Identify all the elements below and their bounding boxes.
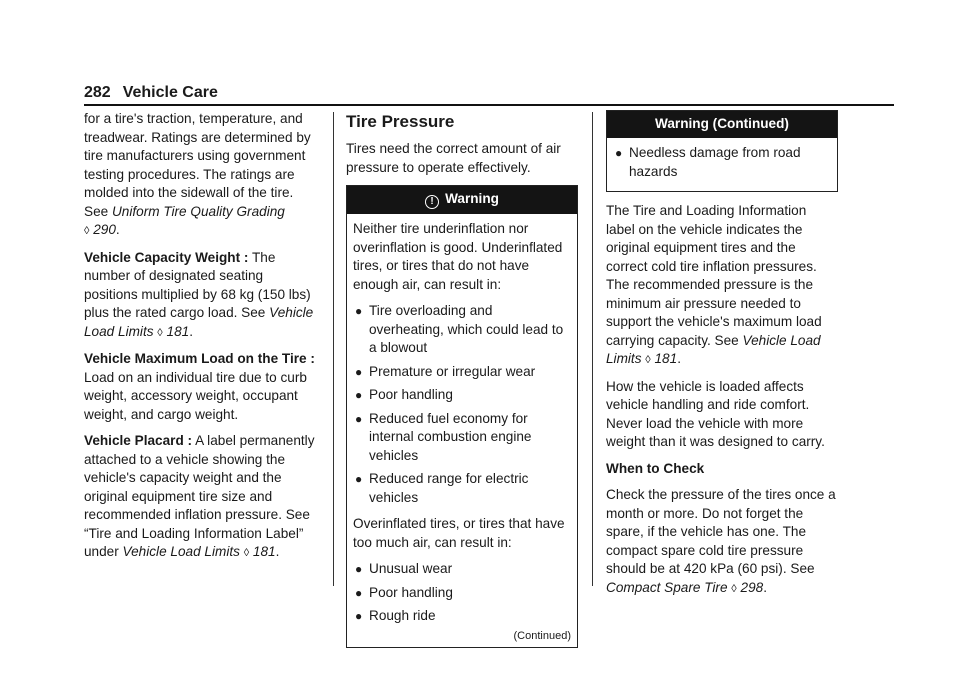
section-title: Vehicle Care bbox=[122, 84, 218, 101]
list-item: ● Rough ride bbox=[353, 607, 571, 626]
warning-header: ! Warning bbox=[347, 186, 577, 214]
warning-list bbox=[353, 302, 571, 507]
bullet-icon: ● bbox=[355, 472, 363, 486]
xref-link[interactable]: Vehicle Load Limits bbox=[606, 332, 821, 366]
paragraph-check: Check the pressure of the tires once a month or more. Do not forget the spare, if the vehicle has one. The compact spare cold tire pressure should be at 420 kPa (60 psi). See Compact Spare Tire ◊ 298. bbox=[606, 487, 836, 595]
term: Vehicle Capacity Weight : bbox=[84, 249, 249, 265]
bullet-icon: ● bbox=[355, 411, 363, 426]
xref-link[interactable]: Vehicle Load Limits bbox=[84, 305, 314, 339]
page-ref-icon: ◊ bbox=[243, 547, 250, 559]
section-heading: Tire Pressure bbox=[346, 112, 455, 131]
continued-label: (Continued) bbox=[513, 629, 571, 642]
list-item: ● Reduced fuel economy for internal combustion engine vehicles bbox=[355, 410, 532, 463]
header-rule bbox=[84, 104, 894, 106]
column-1 bbox=[84, 110, 316, 571]
bullet-icon: ● bbox=[615, 146, 623, 160]
list-item: ● Poor handling bbox=[353, 584, 571, 603]
xref-page[interactable]: 181 bbox=[654, 351, 678, 366]
definition-vehicle-placard: Vehicle Placard : A label permanently attached to a vehicle showing the vehicle's capacity weight and the original equipment tire size and recommended inflation pressure. See “Tire and Loading Information Label” under Vehicle Load Limits ◊ 181. bbox=[84, 433, 315, 559]
term: Vehicle Maximum Load on the Tire : bbox=[84, 351, 315, 366]
warning-box-continued bbox=[606, 110, 838, 192]
xref-link[interactable]: Uniform Tire Quality Grading bbox=[111, 203, 285, 219]
list-item: ● Tire overloading and overheating, which could lead to a blowout bbox=[355, 303, 564, 355]
warning-icon: ! bbox=[425, 195, 439, 209]
warning-list bbox=[613, 144, 831, 181]
warning-text: Neither tire underinflation nor overinflation is good. Underinflated tires, or tires that do not have enough air, can result in: bbox=[353, 221, 563, 292]
list-item: ● Poor handling bbox=[353, 386, 571, 405]
bullet-icon: ● bbox=[355, 609, 363, 623]
xref-page[interactable]: 181 bbox=[252, 544, 276, 559]
warning-header: Warning (Continued) bbox=[607, 111, 837, 138]
intro-paragraph: Tires need the correct amount of air pressure to operate effectively. bbox=[346, 141, 561, 175]
bullet-icon: ● bbox=[355, 364, 363, 379]
warning-body bbox=[607, 138, 837, 191]
definition-vehicle-capacity-weight: Vehicle Capacity Weight : The number of designated seating positions multiplied by 68 kg (150 lbs) plus the rated cargo load. See Vehicle Load Limits ◊ 181. bbox=[84, 249, 314, 339]
column-2 bbox=[346, 110, 578, 658]
term: Vehicle Placard : bbox=[84, 433, 193, 448]
list-item: ● Unusual wear bbox=[353, 560, 571, 579]
warning-text: Overinflated tires, or tires that have too much air, can result in: bbox=[353, 516, 565, 550]
bullet-icon: ● bbox=[355, 585, 363, 600]
bullet-icon: ● bbox=[355, 388, 363, 402]
page-ref-icon: ◊ bbox=[84, 225, 90, 237]
xref-link[interactable]: Vehicle Load Limits bbox=[122, 544, 240, 559]
column-divider-2 bbox=[592, 112, 593, 586]
page-ref-icon: ◊ bbox=[645, 354, 651, 366]
warning-body bbox=[347, 214, 577, 647]
xref-page[interactable]: 290 bbox=[93, 222, 116, 237]
page-ref-icon: ◊ bbox=[731, 582, 737, 595]
bullet-icon: ● bbox=[355, 562, 363, 576]
paragraph-label-info: The Tire and Loading Information label on the vehicle indicates the original equipment tires and the correct cold tire inflation pressures. The recommended pressure is the minimum air pressure needed to support the vehicle's maximum load carrying capacity. See Vehicle Load Limits ◊ 181. bbox=[606, 203, 822, 366]
xref-page[interactable]: 181 bbox=[166, 323, 190, 339]
xref-link[interactable]: Compact Spare Tire bbox=[606, 579, 728, 595]
list-item: ● Reduced range for electric vehicles bbox=[355, 471, 529, 505]
page-ref-icon: ◊ bbox=[157, 326, 163, 339]
warning-box bbox=[346, 185, 578, 648]
page-number: 282 bbox=[84, 84, 111, 101]
warning-list bbox=[353, 560, 571, 626]
column-divider-1 bbox=[333, 112, 334, 586]
page-header bbox=[84, 84, 218, 102]
list-item: ● Premature or irregular wear bbox=[353, 363, 571, 382]
list-item: ● Needless damage from road hazards bbox=[615, 145, 801, 179]
xref-page[interactable]: 298 bbox=[740, 579, 764, 595]
subheading-when-to-check: When to Check bbox=[606, 460, 705, 476]
definition-vehicle-maximum-load: Vehicle Maximum Load on the Tire : Load on an individual tire due to curb weight, accessory weight, occupant weight, and cargo weight. bbox=[84, 351, 315, 422]
column-3 bbox=[606, 110, 838, 606]
bullet-icon: ● bbox=[355, 304, 363, 318]
paragraph-loading: How the vehicle is loaded affects vehicle handling and ride comfort. Never load the vehicle with more weight than it was designed to carry. bbox=[606, 378, 825, 449]
intro-paragraph: for a tire's traction, temperature, and treadwear. Ratings are determined by tire manufacturers using government testing procedures. The ratings are molded into the sidewall of the tire. See Uniform Tire Quality Grading ◊ 290. bbox=[84, 111, 311, 237]
